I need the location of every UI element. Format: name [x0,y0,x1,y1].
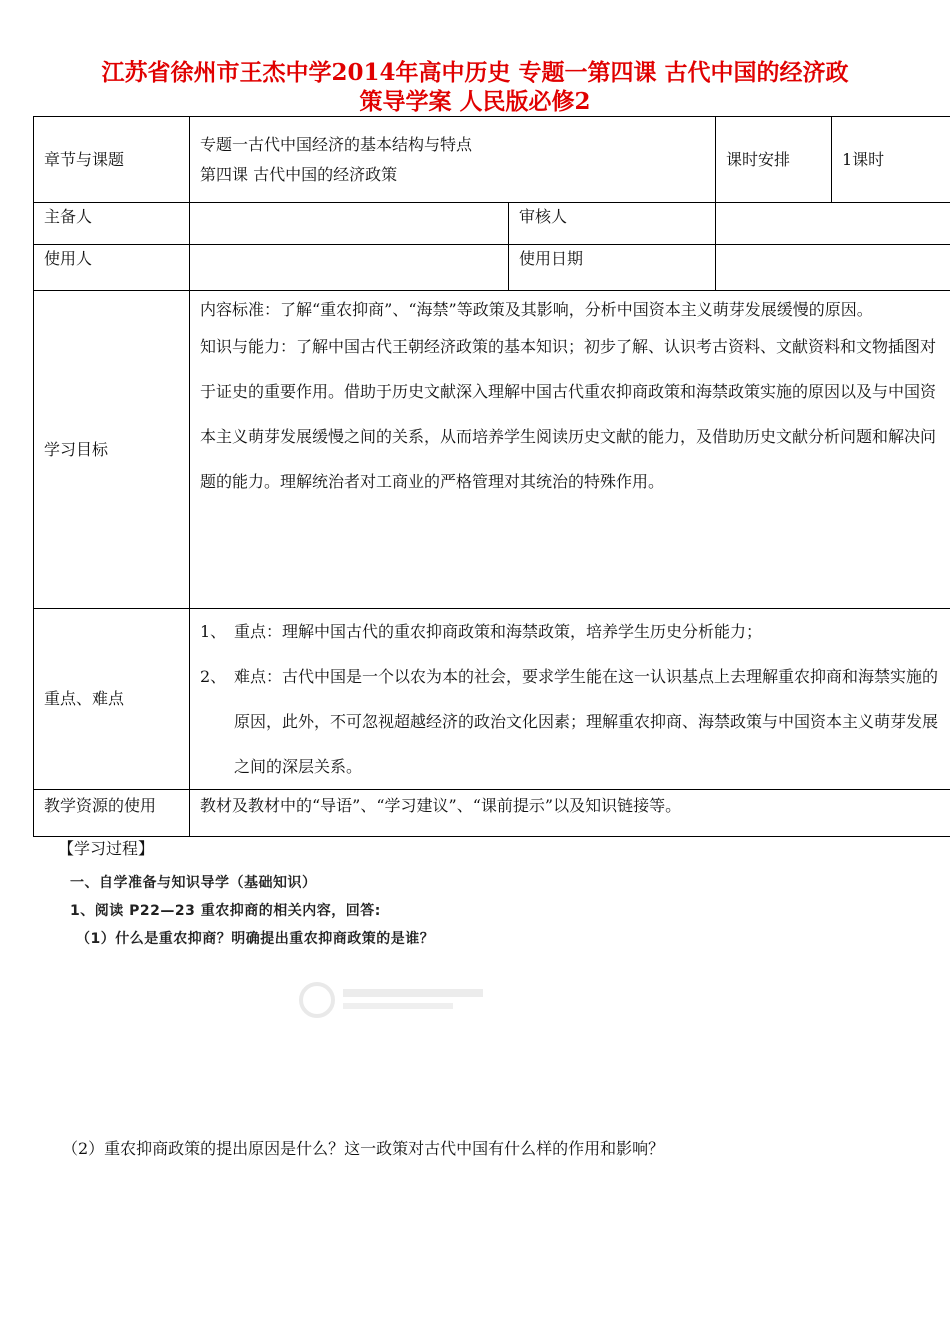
key-point-1-text: 重点：理解中国古代的重农抑商政策和海禁政策，培养学生历史分析能力； [234,622,763,641]
row-preparer [34,203,950,245]
question-1: （1）什么是重农抑商？明确提出重农抑商政策的是谁？ [76,931,435,947]
row-resources [34,790,950,837]
reading-instruction: 1、阅读 P22—23 重农抑商的相关内容，回答: [70,903,381,919]
document-title [20,58,930,116]
faded-watermark-logo [295,975,495,1025]
user-value [190,245,509,291]
date-label: 使用日期 [509,245,716,291]
resources-label: 教学资源的使用 [34,790,190,837]
reviewer-value [716,203,950,245]
row-user [34,245,950,291]
key-point-2-text: 难点：古代中国是一个以农为本的社会，要求学生能在这一认识基点上去理解重农抑商和海禁实施的原因，此外，不可忽视超越经济的政治文化因素；理解重农抑商、海禁政策与中国资本主义萌芽发展之间的深层关系。 [234,667,939,776]
topic-line-2: 第四课 古代中国的经济政策 [200,164,398,184]
row-objectives [34,291,950,609]
lesson-plan-table [33,116,950,837]
self-study-section-heading: 一、自学准备与知识导学（基础知识） [70,875,317,891]
preparer-value [190,203,509,245]
question-2: （2）重农抑商政策的提出原因是什么？这一政策对古代中国有什么样的作用和影响？ [62,1139,665,1158]
chapter-label: 章节与课题 [34,117,190,203]
user-label: 使用人 [34,245,190,291]
topic-line-1: 专题一古代中国经济的基本结构与特点 [200,134,473,154]
schedule-label: 课时安排 [716,117,832,203]
key-point-2-number: 2、 [200,667,227,686]
title-line-2: 策导学案 人民版必修2 [359,88,591,115]
objectives-label: 学习目标 [34,291,190,609]
learning-process-heading: 【学习过程】 [58,839,155,858]
resources-value: 教材及教材中的“导语”、“学习建议”、“课前提示”以及知识链接等。 [190,790,950,837]
key-point-1 [200,609,945,654]
key-points-content [190,609,950,790]
key-points-label: 重点、难点 [34,609,190,790]
preparer-label: 主备人 [34,203,190,245]
objectives-standard: 内容标准：了解“重农抑商”、“海禁”等政策及其影响，分析中国资本主义萌芽发展缓慢的原因。 [200,300,873,319]
key-point-1-number: 1、 [200,622,227,641]
row-chapter [34,117,950,203]
objectives-content [190,291,950,609]
objectives-knowledge: 知识与能力：了解中国古代王朝经济政策的基本知识；初步了解、认识考古资料、文献资料和文物插图对于证史的重要作用。借助于历史文献深入理解中国古代重农抑商政策和海禁政策实施的原因以及与中国资本主义萌芽发展缓慢之间的关系，从而培养学生阅读历史文献的能力，及借助历史文献分析问题和解决问题的能力。理解统治者对工商业的严格管理对其统治的特殊作用。 [200,337,937,491]
row-key-points [34,609,950,790]
key-point-2 [200,654,945,789]
title-line-1: 江苏省徐州市王杰中学2014年高中历史 专题一第四课 古代中国的经济政 [101,59,849,86]
reviewer-label: 审核人 [509,203,716,245]
chapter-topic-cell [190,117,716,203]
schedule-value: 1课时 [832,117,950,203]
date-value [716,245,950,291]
